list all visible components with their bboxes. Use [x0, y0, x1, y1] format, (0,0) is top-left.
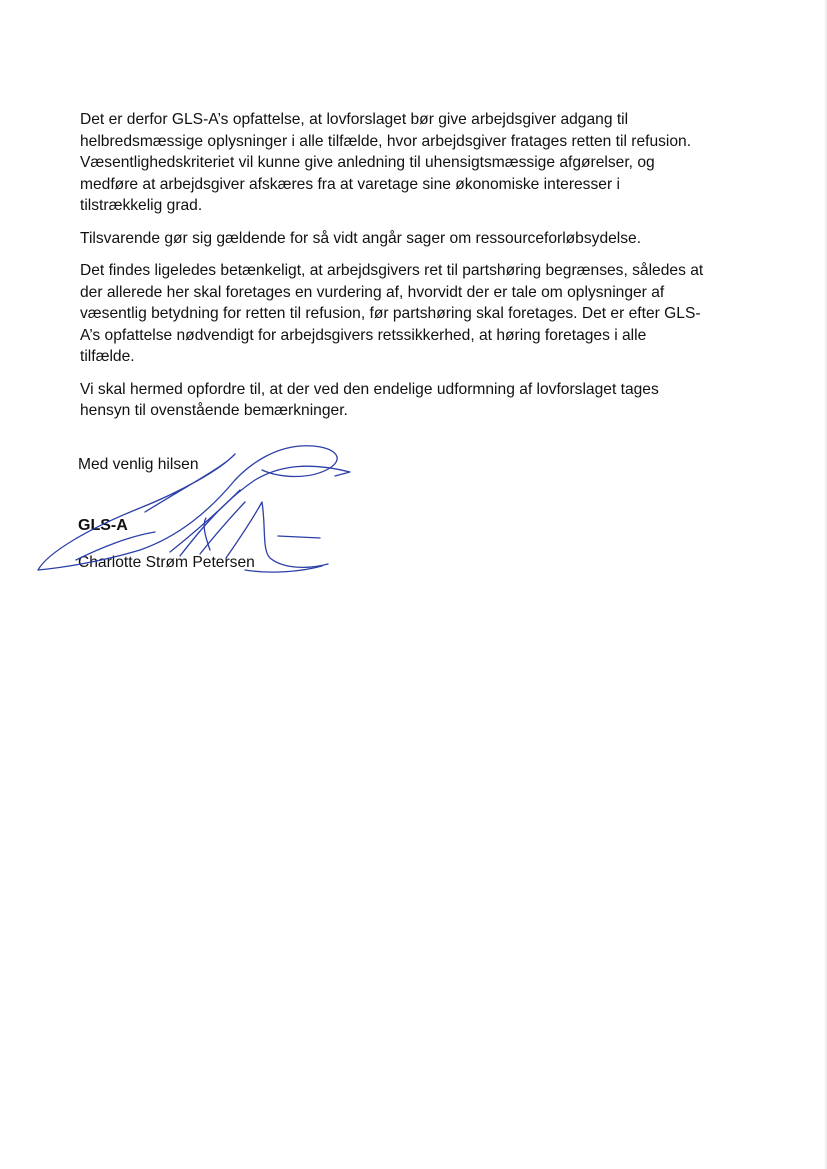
closing-salutation: Med venlig hilsen [78, 456, 199, 473]
signer-name: Charlotte Strøm Petersen [78, 554, 255, 571]
paragraph-2: Tilsvarende gør sig gældende for så vidt angår sager om ressourceforløbsydelse. [80, 229, 642, 247]
paragraph-1: Det er derfor GLS-A’s opfattelse, at lovforslaget bør give arbejdsgiver adgang til helbredsmæssige oplysninger i alle tilfælde, hvor arbejdsgiver fratages retten til refusion. Væsentlighedskriteriet vil kunne give anledning til uhensigtsmæssige afgørelser, og medføre at arbejdsgiver afskæres fra at varetage sine økonomiske interesser i tilstrækkelig grad. [80, 111, 692, 214]
organization-name: GLS-A [78, 517, 128, 534]
letter-body [80, 109, 760, 433]
paragraph-4: Vi skal hermed opfordre til, at der ved den endelige udformning af lovforslaget tages hensyn til ovenstående bemærkninger. [80, 380, 659, 419]
paragraph-3: Det findes ligeledes betænkeligt, at arbejdsgivers ret til partshøring begrænses, således at der allerede her skal foretages en vurdering af, hvorvidt der er tale om oplysninger af væsentlig betydning for retten til refusion, før partshøring skal foretages. Det er efter GLS- A’s opfattelse nødvendigt for arbejdsgivers retssikkerhed, at høring foretages i alle tilfælde. [80, 262, 704, 365]
